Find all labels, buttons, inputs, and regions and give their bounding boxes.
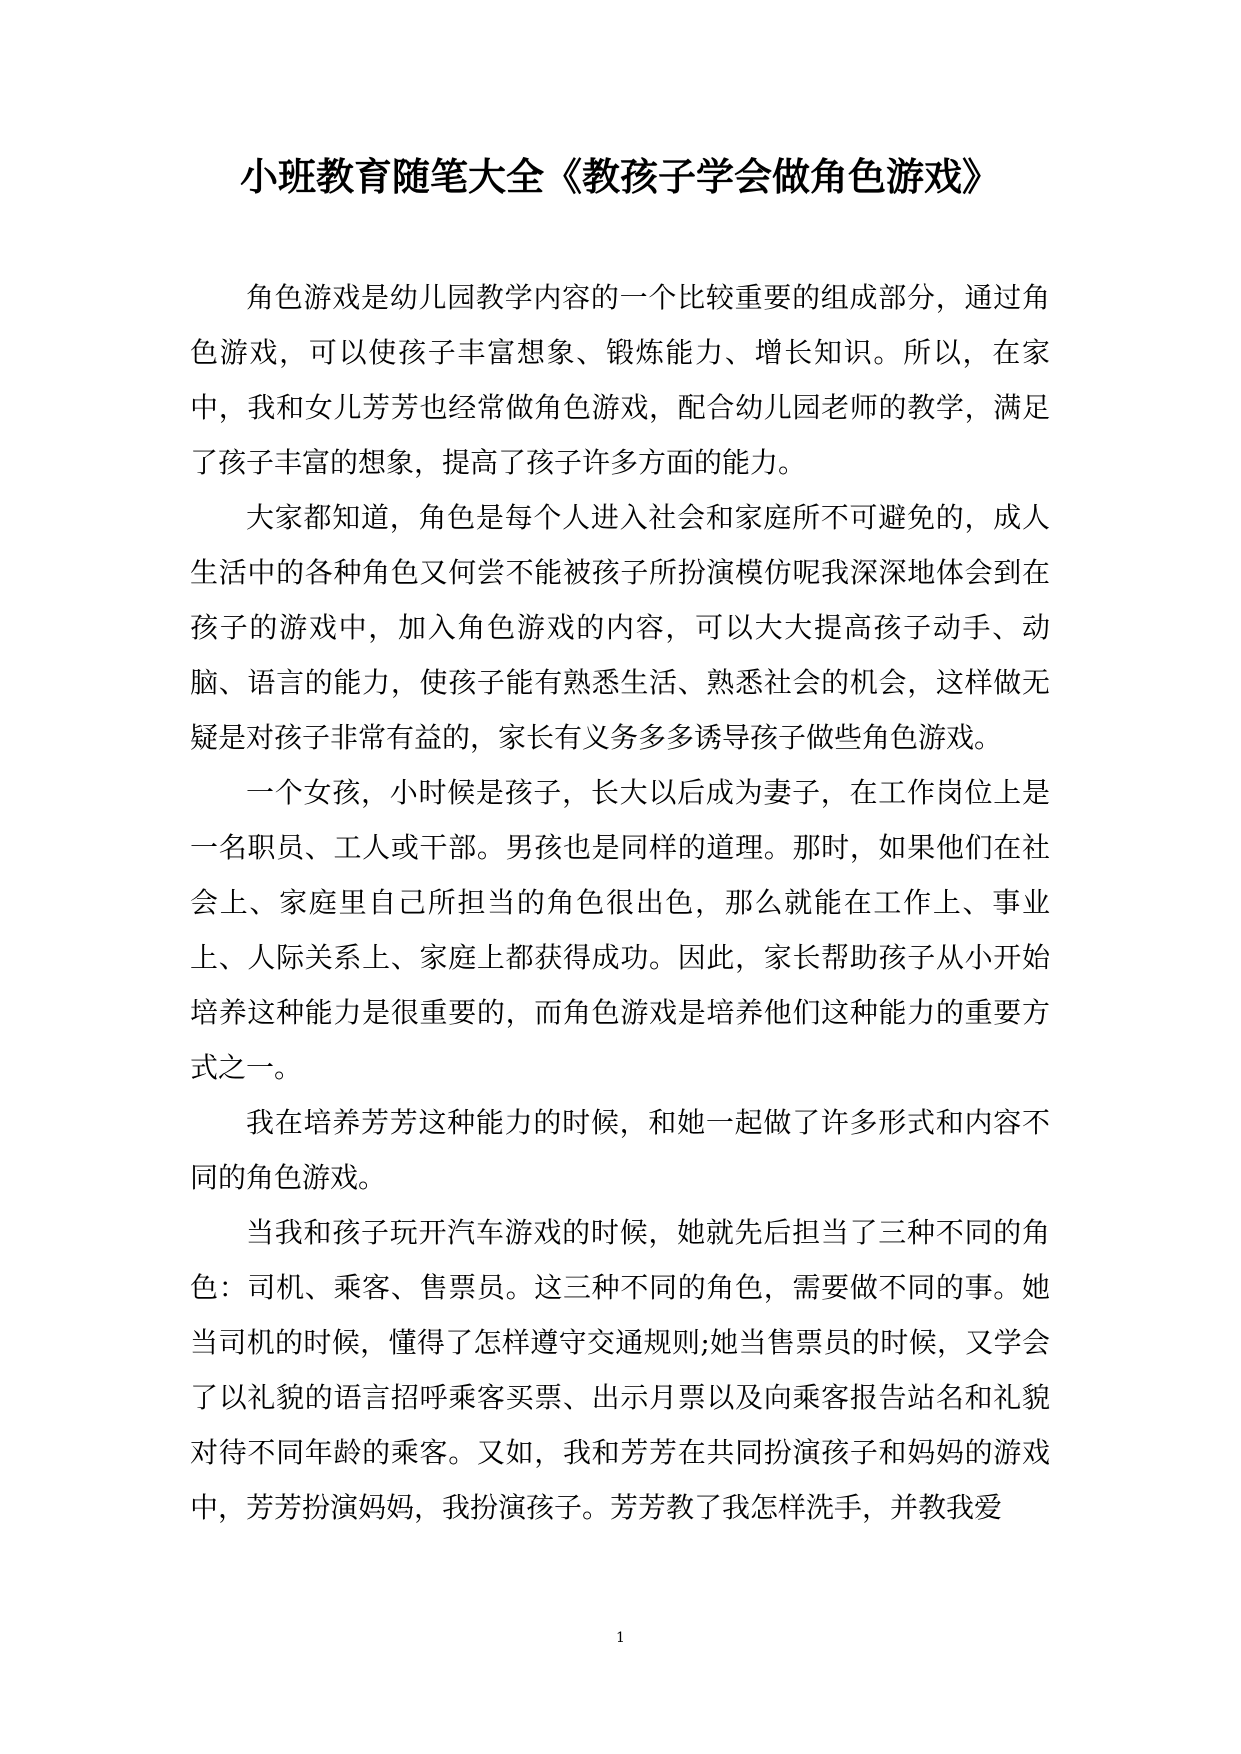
paragraph-4: 我在培养芳芳这种能力的时候，和她一起做了许多形式和内容不同的角色游戏。 [190,1106,1050,1194]
document-body [190,270,1050,1535]
paragraph-2: 大家都知道，角色是每个人进入社会和家庭所不可避免的，成人生活中的各种角色又何尝不能被孩子所扮演模仿呢我深深地体会到在孩子的游戏中，加入角色游戏的内容，可以大大提高孩子动手、动脑、语言的能力，使孩子能有熟悉生活、熟悉社会的机会，这样做无疑是对孩子非常有益的，家长有义务多多诱导孩子做些角色游戏。 [190,501,1050,754]
document-title: 小班教育随笔大全《教孩子学会做角色游戏》 [239,154,1000,199]
page-number: 1 [616,1630,625,1646]
paragraph-3: 一个女孩，小时候是孩子，长大以后成为妻子，在工作岗位上是一名职员、工人或干部。男孩也是同样的道理。那时，如果他们在社会上、家庭里自己所担当的角色很出色，那么就能在工作上、事业上、人际关系上、家庭上都获得成功。因此，家长帮助孩子从小开始培养这种能力是很重要的，而角色游戏是培养他们这种能力的重要方式之一。 [190,776,1050,1084]
paragraph-5: 当我和孩子玩开汽车游戏的时候，她就先后担当了三种不同的角色：司机、乘客、售票员。这三种不同的角色，需要做不同的事。她当司机的时候，懂得了怎样遵守交通规则;她当售票员的时候，又学会了以礼貌的语言招呼乘客买票、出示月票以及向乘客报告站名和礼貌对待不同年龄的乘客。又如，我和芳芳在共同扮演孩子和妈妈的游戏中，芳芳扮演妈妈，我扮演孩子。芳芳教了我怎样洗手，并教我爱 [190,1216,1050,1524]
paragraph-1: 角色游戏是幼儿园教学内容的一个比较重要的组成部分，通过角色游戏，可以使孩子丰富想象、锻炼能力、增长知识。所以，在家中，我和女儿芳芳也经常做角色游戏，配合幼儿园老师的教学，满足了孩子丰富的想象，提高了孩子许多方面的能力。 [190,281,1050,479]
